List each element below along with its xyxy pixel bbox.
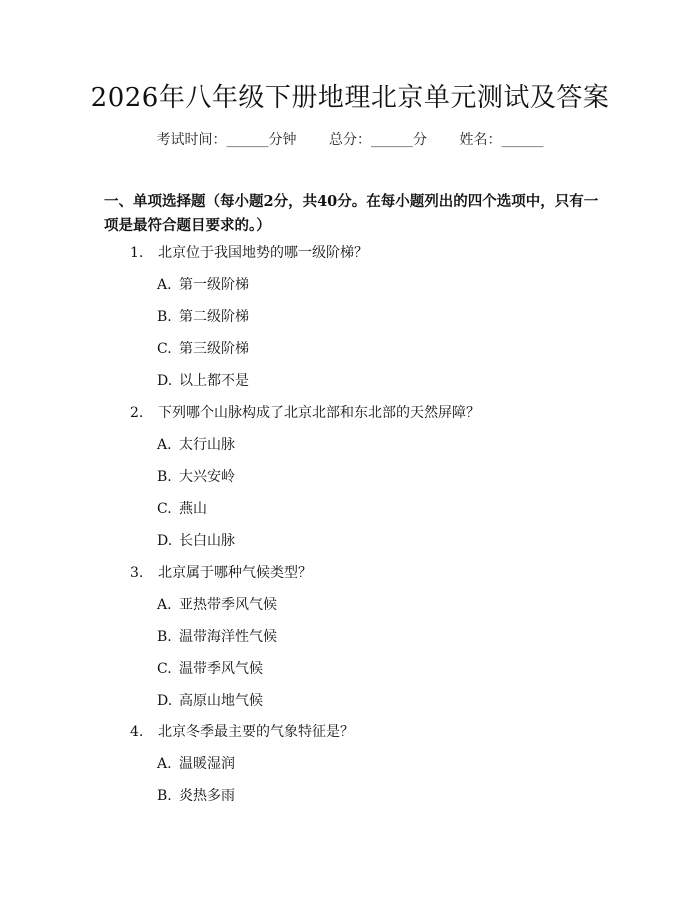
option-text: 高原山地气候 bbox=[179, 693, 263, 709]
exam-time-field: 考试时间：______分钟 bbox=[156, 132, 297, 148]
option-letter: C. bbox=[157, 501, 172, 517]
option-letter: B. bbox=[157, 788, 172, 804]
question-number: 3. bbox=[130, 565, 144, 581]
question-number: 4. bbox=[130, 724, 144, 740]
question-3-option-a bbox=[157, 595, 597, 615]
question-2 bbox=[130, 403, 610, 423]
question-2-option-a bbox=[157, 435, 597, 455]
question-2-option-b bbox=[157, 467, 597, 487]
option-letter: D. bbox=[157, 693, 173, 709]
question-4 bbox=[130, 722, 610, 742]
exam-meta bbox=[0, 130, 700, 150]
student-name-field: 姓名：______ bbox=[459, 132, 544, 148]
option-text: 以上都不是 bbox=[179, 373, 249, 389]
option-letter: B. bbox=[157, 469, 172, 485]
question-3-option-d bbox=[157, 691, 597, 711]
section-heading: 一、单项选择题（每小题2分，共40分。在每小题列出的四个选项中，只有一项是最符合题目要求的。） bbox=[104, 193, 599, 234]
option-text: 炎热多雨 bbox=[179, 788, 235, 804]
page-title: 2026年八年级下册地理北京单元测试及答案 bbox=[90, 83, 610, 113]
option-text: 长白山脉 bbox=[179, 533, 235, 549]
option-text: 温带海洋性气候 bbox=[179, 629, 277, 645]
question-1-option-d bbox=[157, 371, 597, 391]
question-text: 北京冬季最主要的气象特征是？ bbox=[158, 724, 354, 740]
question-text: 北京位于我国地势的哪一级阶梯？ bbox=[158, 245, 368, 261]
question-4-option-b bbox=[157, 786, 597, 806]
question-2-option-c bbox=[157, 499, 597, 519]
question-1-option-c bbox=[157, 339, 597, 359]
option-letter: A. bbox=[157, 756, 172, 772]
question-text: 北京属于哪种气候类型？ bbox=[158, 565, 312, 581]
question-1 bbox=[130, 243, 610, 263]
total-score-field: 总分：______分 bbox=[329, 132, 427, 148]
question-2-option-d bbox=[157, 531, 597, 551]
option-letter: C. bbox=[157, 661, 172, 677]
option-letter: D. bbox=[157, 533, 173, 549]
option-letter: B. bbox=[157, 629, 172, 645]
option-text: 第三级阶梯 bbox=[179, 341, 249, 357]
option-letter: D. bbox=[157, 373, 173, 389]
option-letter: A. bbox=[157, 597, 172, 613]
question-1-option-a bbox=[157, 275, 597, 295]
question-number: 2. bbox=[130, 405, 144, 421]
question-text: 下列哪个山脉构成了北京北部和东北部的天然屏障？ bbox=[158, 405, 480, 421]
option-text: 温暖湿润 bbox=[179, 756, 235, 772]
option-text: 第一级阶梯 bbox=[179, 277, 249, 293]
option-letter: A. bbox=[157, 277, 172, 293]
option-text: 第二级阶梯 bbox=[179, 309, 249, 325]
option-letter: C. bbox=[157, 341, 172, 357]
question-3 bbox=[130, 563, 610, 583]
option-text: 太行山脉 bbox=[179, 437, 235, 453]
option-text: 温带季风气候 bbox=[179, 661, 263, 677]
option-text: 亚热带季风气候 bbox=[179, 597, 277, 613]
question-3-option-b bbox=[157, 627, 597, 647]
option-letter: A. bbox=[157, 437, 172, 453]
option-text: 大兴安岭 bbox=[179, 469, 235, 485]
option-letter: B. bbox=[157, 309, 172, 325]
question-1-option-b bbox=[157, 307, 597, 327]
question-number: 1. bbox=[130, 245, 144, 261]
question-4-option-a bbox=[157, 754, 597, 774]
question-3-option-c bbox=[157, 659, 597, 679]
option-text: 燕山 bbox=[179, 501, 207, 517]
